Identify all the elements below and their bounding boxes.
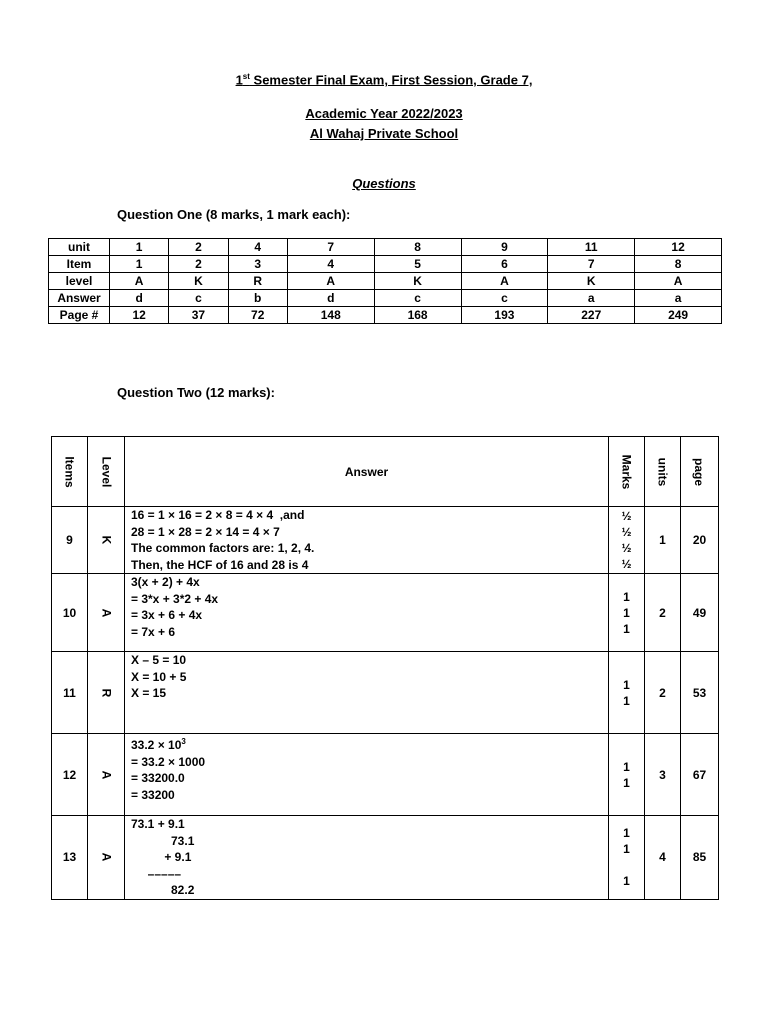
- unit-cell: 2: [645, 652, 681, 734]
- table-row: [49, 307, 722, 324]
- questions-heading: Questions: [352, 176, 416, 191]
- table-cell: 6: [461, 256, 548, 273]
- table-row: [49, 290, 722, 307]
- mark-value: 1: [623, 621, 630, 636]
- table-cell: 11: [548, 239, 635, 256]
- answer-line: 3(x + 2) + 4x: [131, 575, 200, 589]
- table-cell: c: [461, 290, 548, 307]
- table-row: [49, 273, 722, 290]
- table-row: [49, 239, 722, 256]
- row-label: Answer: [49, 290, 110, 307]
- marks-cell: [609, 816, 645, 900]
- table-cell: 249: [635, 307, 722, 324]
- table-cell: 72: [228, 307, 287, 324]
- row-label: Item: [49, 256, 110, 273]
- table-cell: A: [110, 273, 169, 290]
- level-cell: [88, 816, 125, 900]
- unit-cell: 3: [645, 734, 681, 816]
- table-cell: 8: [635, 256, 722, 273]
- table-cell: a: [635, 290, 722, 307]
- table-cell: 1: [110, 256, 169, 273]
- answer-line: [131, 734, 608, 754]
- answer-line: 16 = 1 × 16 = 2 × 8 = 4 × 4 ,and: [131, 508, 305, 522]
- answer-cell: [125, 734, 609, 816]
- table-cell: A: [461, 273, 548, 290]
- table-cell: 7: [287, 239, 374, 256]
- academic-year: Academic Year 2022/2023: [305, 106, 463, 121]
- answer-line: + 9.1: [131, 850, 192, 864]
- table-cell: c: [374, 290, 461, 307]
- exam-title: 1st Semester Final Exam, First Session, Grade 7,: [235, 72, 533, 88]
- mark-value: ½: [621, 525, 632, 539]
- header-marks: Marks: [609, 437, 645, 507]
- mark-value: 1: [623, 826, 630, 841]
- answer-line: = 33200.0: [131, 771, 185, 785]
- level-cell: [88, 507, 125, 574]
- table-cell: 2: [169, 256, 228, 273]
- answer-line: 82.2: [131, 883, 195, 897]
- question-one-title: Question One (8 marks, 1 mark each):: [117, 207, 351, 222]
- table-cell: 193: [461, 307, 548, 324]
- answer-line: 28 = 1 × 28 = 2 × 14 = 4 × 7: [131, 524, 280, 539]
- level-value: R: [98, 688, 113, 697]
- question-two-table: [51, 436, 719, 900]
- answer-line: = 33200: [131, 787, 175, 802]
- table-cell: R: [228, 273, 287, 290]
- header-items: Items: [52, 437, 88, 507]
- level-cell: [88, 574, 125, 652]
- answer-cell: [125, 652, 609, 734]
- question-two-title: Question Two (12 marks):: [117, 385, 275, 400]
- answer-cell: [125, 507, 609, 574]
- table-row: [52, 507, 719, 574]
- mark-value: ½: [621, 541, 632, 555]
- table-cell: 8: [374, 239, 461, 256]
- marks-cell: [609, 652, 645, 734]
- table-cell: 37: [169, 307, 228, 324]
- table-cell: c: [169, 290, 228, 307]
- table-cell: A: [287, 273, 374, 290]
- answer-line: 73.1 + 9.1: [131, 817, 185, 831]
- table-cell: K: [374, 273, 461, 290]
- page-cell: 67: [681, 734, 719, 816]
- mark-value: [609, 857, 644, 873]
- mark-value: 1: [623, 874, 630, 889]
- answer-line: = 7x + 6: [131, 624, 176, 639]
- mark-value: 1: [623, 589, 630, 604]
- item-cell: 13: [52, 816, 88, 900]
- table-cell: 5: [374, 256, 461, 273]
- table-cell: d: [110, 290, 169, 307]
- table-header-row: [52, 437, 719, 507]
- question-one-table: [48, 238, 722, 324]
- answer-line: X = 15: [131, 686, 167, 700]
- table-cell: a: [548, 290, 635, 307]
- answer-cell: [125, 574, 609, 652]
- mark-value: 1: [623, 842, 630, 857]
- page-cell: 85: [681, 816, 719, 900]
- level-value: A: [98, 608, 113, 617]
- header-level: Level: [88, 437, 125, 507]
- page-cell: 20: [681, 507, 719, 574]
- table-cell: 2: [169, 239, 228, 256]
- mark-value: 1: [623, 775, 630, 790]
- page-cell: 53: [681, 652, 719, 734]
- answer-line: = 33.2 × 1000: [131, 754, 206, 769]
- table-cell: 7: [548, 256, 635, 273]
- item-cell: 12: [52, 734, 88, 816]
- table-cell: b: [228, 290, 287, 307]
- table-row: [49, 256, 722, 273]
- answer-line: = 3x + 6 + 4x: [131, 608, 203, 622]
- header-units: units: [645, 437, 681, 507]
- mark-value: ½: [621, 557, 632, 571]
- answer-line: X = 10 + 5: [131, 669, 187, 684]
- answer-line: Then, the HCF of 16 and 28 is 4: [131, 557, 309, 572]
- table-cell: 4: [287, 256, 374, 273]
- mark-value: 1: [623, 605, 630, 620]
- item-cell: 11: [52, 652, 88, 734]
- table-cell: K: [548, 273, 635, 290]
- table-cell: 148: [287, 307, 374, 324]
- item-cell: 9: [52, 507, 88, 574]
- table-cell: d: [287, 290, 374, 307]
- level-value: A: [98, 770, 113, 779]
- answer-cell: [125, 816, 609, 900]
- header-page: page: [681, 437, 719, 507]
- marks-cell: [609, 507, 645, 574]
- page-cell: 49: [681, 574, 719, 652]
- answer-line: –––––: [131, 866, 182, 881]
- answer-line: The common factors are: 1, 2, 4.: [131, 541, 315, 555]
- level-cell: [88, 652, 125, 734]
- exponent: 3: [181, 737, 186, 746]
- answer-line: 73.1: [131, 833, 195, 848]
- item-cell: 10: [52, 574, 88, 652]
- answer-line-text: 33.2 × 10: [131, 738, 182, 752]
- level-value: K: [98, 535, 113, 545]
- unit-cell: 2: [645, 574, 681, 652]
- table-cell: 4: [228, 239, 287, 256]
- level-cell: [88, 734, 125, 816]
- unit-cell: 1: [645, 507, 681, 574]
- header-answer: Answer: [125, 437, 609, 507]
- table-cell: 12: [635, 239, 722, 256]
- table-row: [52, 816, 719, 900]
- table-cell: 3: [228, 256, 287, 273]
- school-name: Al Wahaj Private School: [309, 126, 459, 141]
- table-cell: A: [635, 273, 722, 290]
- table-cell: 227: [548, 307, 635, 324]
- table-row: [52, 652, 719, 734]
- mark-value: 1: [623, 693, 630, 708]
- row-label: Page #: [49, 307, 110, 324]
- table-row: [52, 734, 719, 816]
- marks-cell: [609, 734, 645, 816]
- answer-line: = 3*x + 3*2 + 4x: [131, 591, 219, 606]
- level-value: A: [98, 852, 113, 862]
- table-row: [52, 574, 719, 652]
- table-cell: 12: [110, 307, 169, 324]
- mark-value: ½: [621, 509, 632, 523]
- row-label: unit: [49, 239, 110, 256]
- table-cell: K: [169, 273, 228, 290]
- mark-value: 1: [623, 677, 630, 692]
- marks-cell: [609, 574, 645, 652]
- row-label: level: [49, 273, 110, 290]
- unit-cell: 4: [645, 816, 681, 900]
- mark-value: 1: [623, 759, 630, 774]
- table-cell: 1: [110, 239, 169, 256]
- table-cell: 168: [374, 307, 461, 324]
- table-cell: 9: [461, 239, 548, 256]
- answer-line: X – 5 = 10: [131, 653, 187, 667]
